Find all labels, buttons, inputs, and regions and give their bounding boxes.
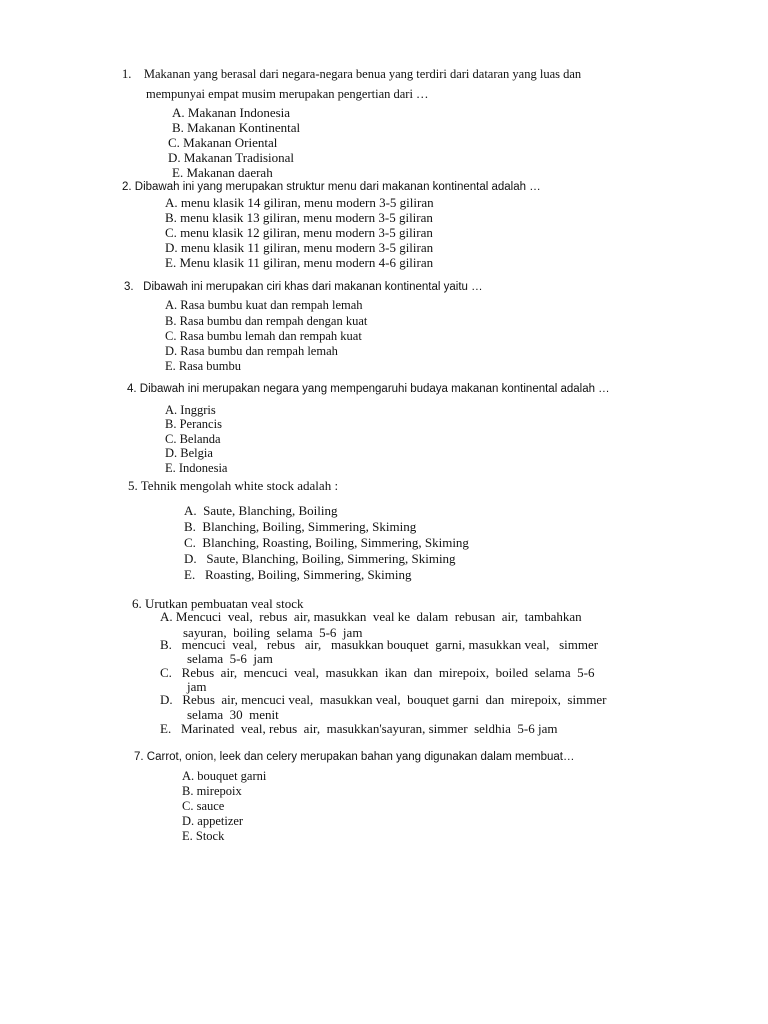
q6-option-d-line-1: D. Rebus air, mencuci veal, masukkan veal, bouquet garni dan mirepoix, simmer xyxy=(160,692,607,707)
q7-option-a: A. bouquet garni xyxy=(182,769,267,783)
q2-option-b: B. menu klasik 13 giliran, menu modern 3-5 giliran xyxy=(165,210,433,225)
q4-option-c: C. Belanda xyxy=(165,432,221,446)
q2-option-e: E. Menu klasik 11 giliran, menu modern 4-6 giliran xyxy=(165,255,434,270)
q7-option-d: D. appetizer xyxy=(182,814,244,828)
q3-option-a: A. Rasa bumbu kuat dan rempah lemah xyxy=(165,298,363,312)
q7-option-c: C. sauce xyxy=(182,799,225,813)
q4-option-d: D. Belgia xyxy=(165,446,213,460)
q2-option-c: C. menu klasik 12 giliran, menu modern 3-5 giliran xyxy=(165,225,433,240)
q6-option-b-line-1: B. mencuci veal, rebus air, masukkan bouquet garni, masukkan veal, simmer xyxy=(160,637,599,652)
q5-option-c: C. Blanching, Roasting, Boiling, Simmering, Skiming xyxy=(184,535,469,550)
q5-option-e: E. Roasting, Boiling, Simmering, Skiming xyxy=(184,567,412,582)
q4-option-a: A. Inggris xyxy=(165,403,216,417)
q1-option-b: B. Makanan Kontinental xyxy=(172,120,301,135)
q7-option-b: B. mirepoix xyxy=(182,784,242,798)
q4-option-b: B. Perancis xyxy=(165,417,222,431)
q4-stem: 4. Dibawah ini merupakan negara yang mempengaruhi budaya makanan kontinental adalah … xyxy=(127,383,610,395)
q5-option-b: B. Blanching, Boiling, Simmering, Skiming xyxy=(184,519,417,534)
q6-option-c-line-2: jam xyxy=(187,679,207,694)
q1-option-d: D. Makanan Tradisional xyxy=(168,150,295,165)
q3-option-e: E. Rasa bumbu xyxy=(165,359,242,373)
q1-option-a: A. Makanan Indonesia xyxy=(172,105,291,120)
q5-stem: 5. Tehnik mengolah white stock adalah : xyxy=(128,478,339,493)
q5-option-d: D. Saute, Blanching, Boiling, Simmering, Skiming xyxy=(184,551,456,566)
q3-option-b: B. Rasa bumbu dan rempah dengan kuat xyxy=(165,314,368,328)
q1-stem-line-2: mempunyai empat musim merupakan pengertian dari … xyxy=(146,87,429,101)
q6-option-a-line-1: A. Mencuci veal, rebus air, masukkan veal ke dalam rebusan air, tambahkan xyxy=(160,609,582,624)
q4-option-e: E. Indonesia xyxy=(165,461,228,475)
q1-option-e: E. Makanan daerah xyxy=(172,165,273,180)
q3-option-c: C. Rasa bumbu lemah dan rempah kuat xyxy=(165,329,362,343)
q6-option-b-line-2: selama 5-6 jam xyxy=(187,651,273,666)
q7-stem: 7. Carrot, onion, leek dan celery merupakan bahan yang digunakan dalam membuat… xyxy=(134,751,575,763)
q6-stem: 6. Urutkan pembuatan veal stock xyxy=(132,596,304,611)
q7-option-e: E. Stock xyxy=(182,829,225,843)
q5-option-a: A. Saute, Blanching, Boiling xyxy=(184,503,338,518)
q3-option-d: D. Rasa bumbu dan rempah lemah xyxy=(165,344,338,358)
q6-option-c-line-1: C. Rebus air, mencuci veal, masukkan ikan dan mirepoix, boiled selama 5-6 xyxy=(160,665,595,680)
q3-stem: 3. Dibawah ini merupakan ciri khas dari makanan kontinental yaitu … xyxy=(124,281,483,293)
q6-option-e: E. Marinated veal, rebus air, masukkan'sayuran, simmer seldhia 5-6 jam xyxy=(160,721,558,736)
q2-option-d: D. menu klasik 11 giliran, menu modern 3-5 giliran xyxy=(165,240,434,255)
q1-option-c: C. Makanan Oriental xyxy=(168,135,278,150)
q2-stem: 2. Dibawah ini yang merupakan struktur menu dari makanan kontinental adalah … xyxy=(122,181,541,193)
q1-stem-line-1: 1. Makanan yang berasal dari negara-negara benua yang terdiri dari dataran yang luas dan xyxy=(122,67,582,81)
q6-option-d-line-2: selama 30 menit xyxy=(187,707,279,722)
q2-option-a: A. menu klasik 14 giliran, menu modern 3-5 giliran xyxy=(165,195,434,210)
q6-option-a-line-2: sayuran, boiling selama 5-6 jam xyxy=(183,625,363,640)
